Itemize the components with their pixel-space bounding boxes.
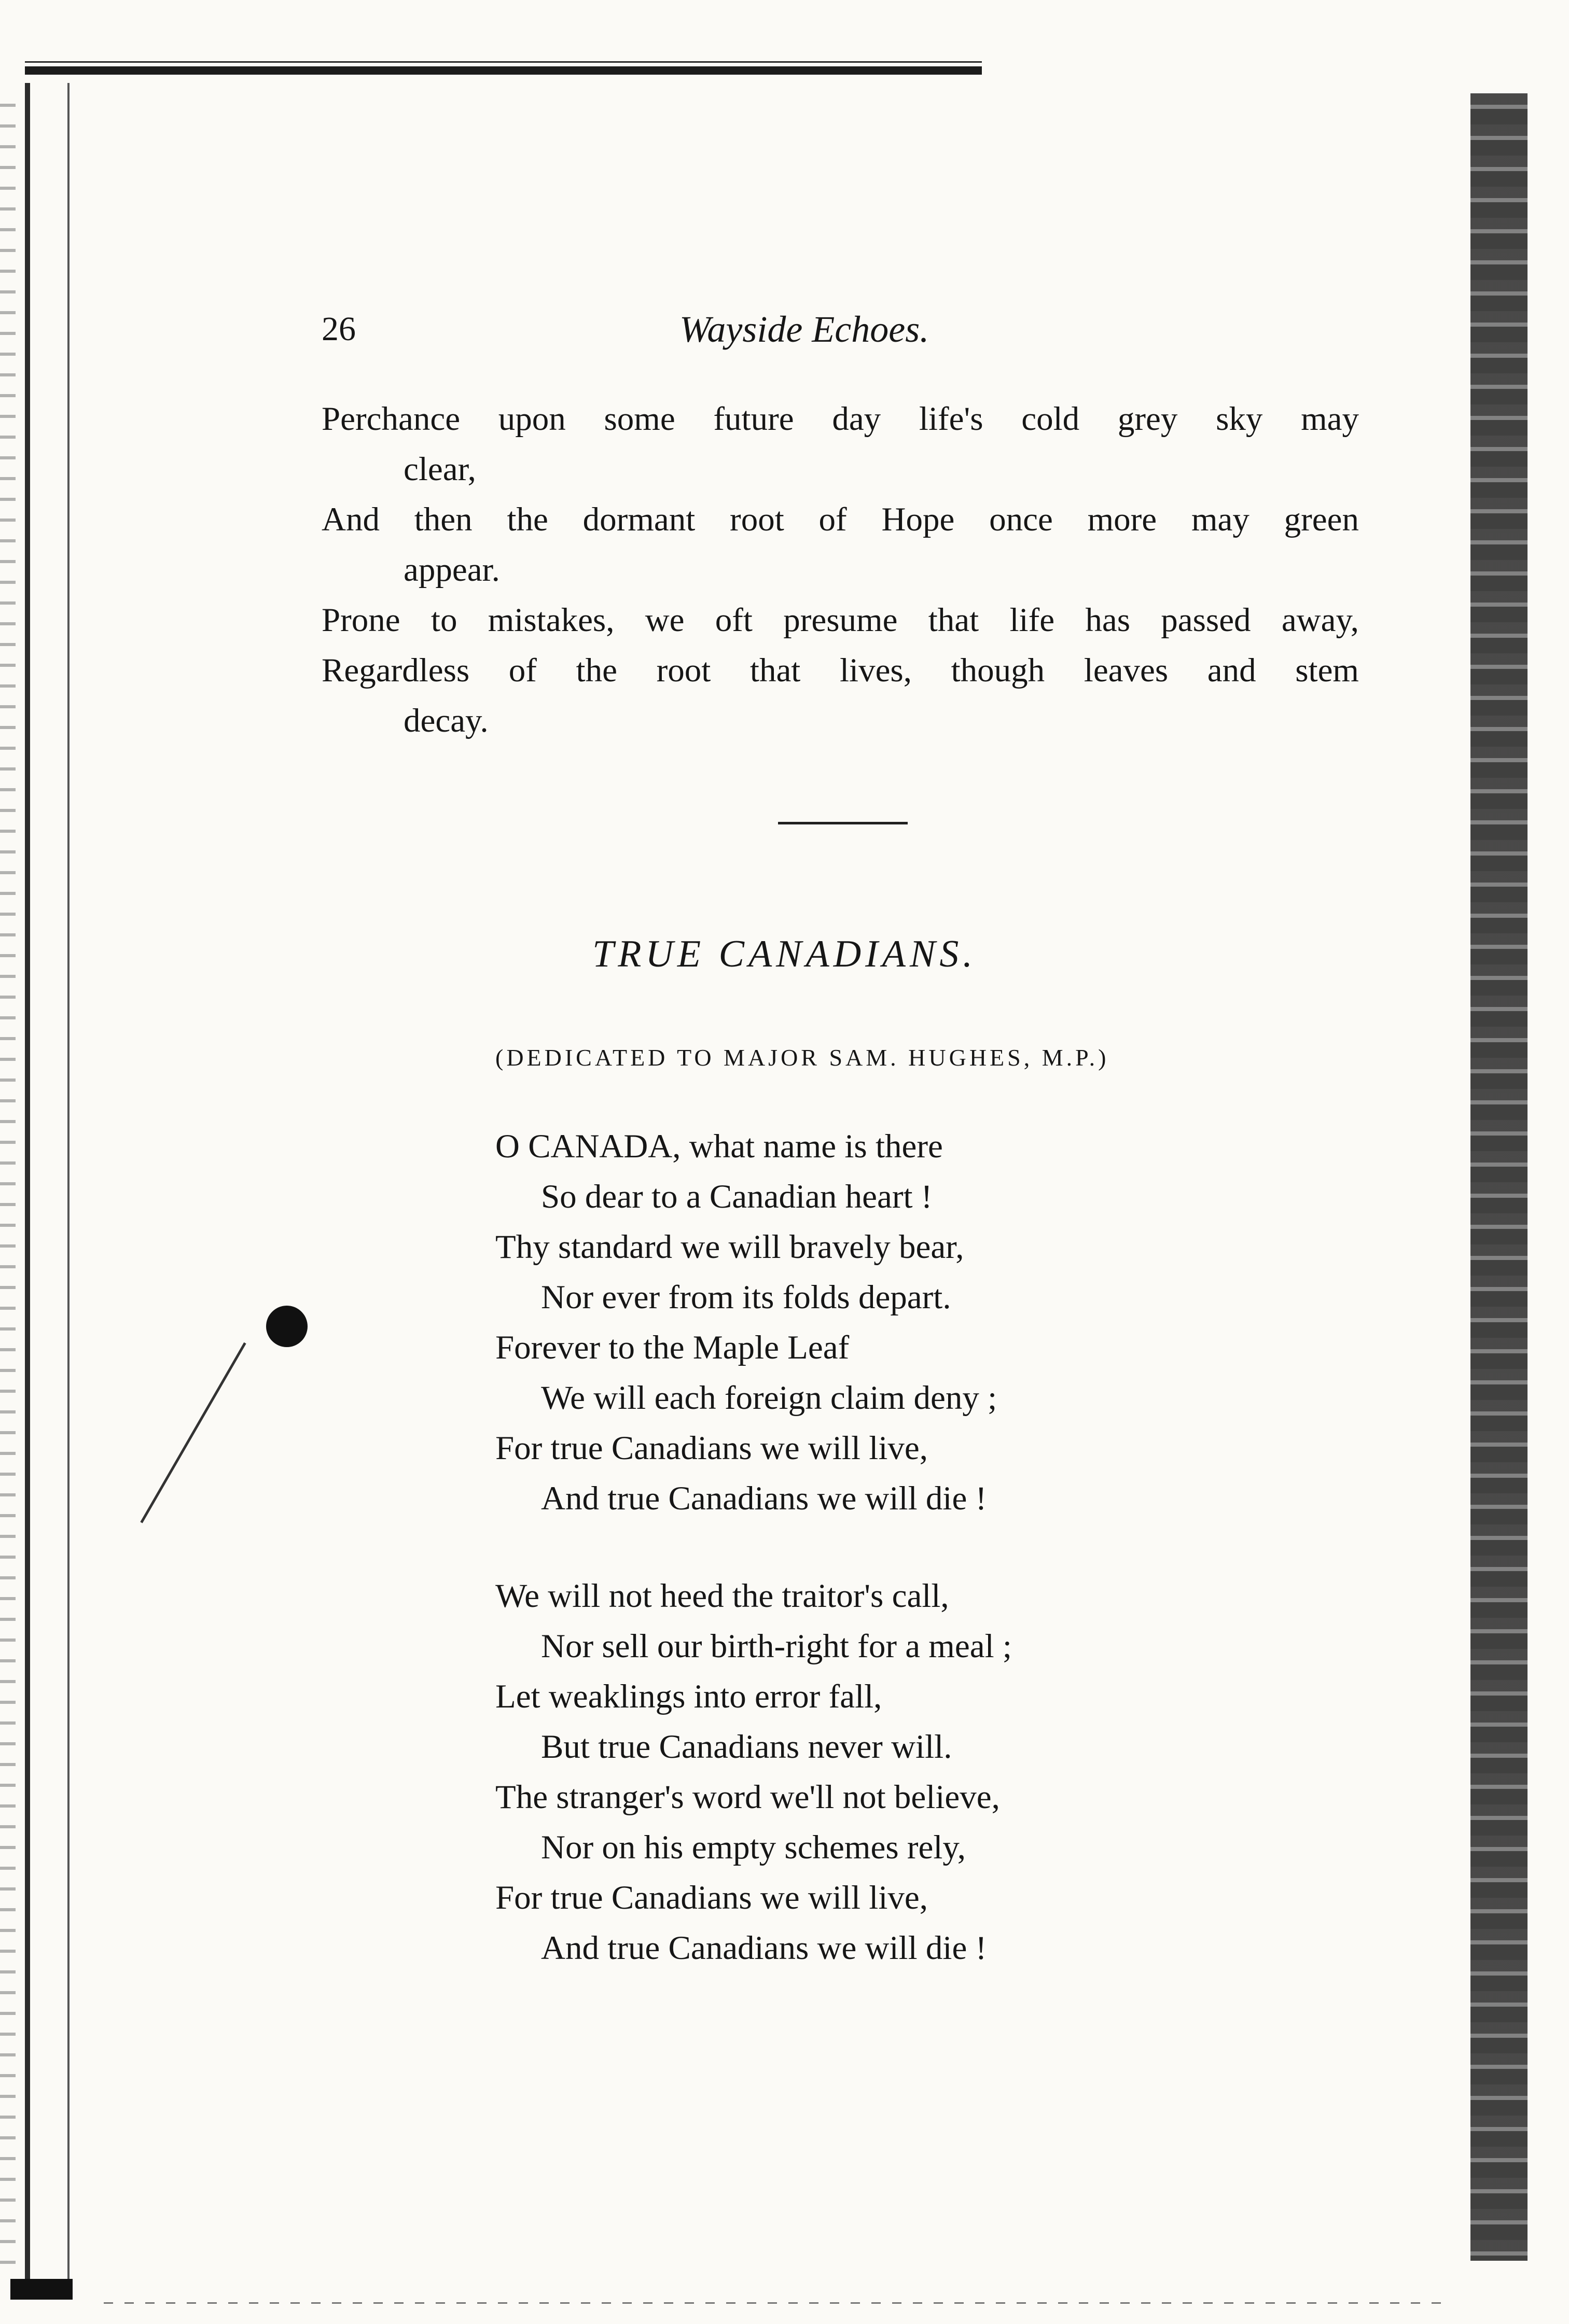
running-title: Wayside Echoes. <box>679 309 929 350</box>
prose-line: Prone to mistakes, we oft presume that life has passed away, <box>322 601 1359 639</box>
verse-line: And true Canadians we will die ! <box>541 1929 987 1967</box>
verse-line: Thy standard we will bravely bear, <box>495 1228 964 1266</box>
scan-top-edge <box>25 61 982 63</box>
verse-line: But true Canadians never will. <box>541 1728 952 1766</box>
verse-line: So dear to a Canadian heart ! <box>541 1178 933 1215</box>
prose-line: And then the dormant root of Hope once more may green <box>322 501 1359 538</box>
verse-line: And true Canadians we will die ! <box>541 1480 987 1517</box>
poem-dedication: (DEDICATED TO MAJOR SAM. HUGHES, M.P.) <box>495 1044 1109 1071</box>
scan-bottom-corner <box>10 2279 73 2300</box>
verse-line: We will each foreign claim deny ; <box>541 1379 997 1417</box>
poem-stanza <box>495 1122 997 1524</box>
prose-line: Regardless of the root that lives, though leaves and stem <box>322 652 1359 689</box>
poem-title: TRUE CANADIANS. <box>592 933 977 975</box>
verse-line: Let weaklings into error fall, <box>495 1678 882 1715</box>
verse-line: Forever to the Maple Leaf <box>495 1329 850 1366</box>
prose-line: clear, <box>404 451 476 488</box>
scan-top-border <box>25 66 982 75</box>
ink-stroke <box>140 1342 246 1523</box>
scan-bottom-edge <box>104 2302 1452 2304</box>
prose-stanza <box>322 394 1359 746</box>
verse-line: We will not heed the traitor's call, <box>495 1577 949 1615</box>
ink-blot <box>266 1306 308 1347</box>
prose-line: Perchance upon some future day life's cold grey sky may <box>322 400 1359 438</box>
scan-left-inner-border <box>67 83 70 2292</box>
verse-line: For true Canadians we will live, <box>495 1879 928 1916</box>
scan-right-edge-shadow <box>1470 93 1528 2261</box>
verse-line: O CANADA, what name is there <box>495 1128 943 1165</box>
prose-line: appear. <box>404 551 500 589</box>
poem-stanza <box>495 1571 1012 1973</box>
scan-left-border <box>25 83 30 2292</box>
verse-line: The stranger's word we'll not believe, <box>495 1779 1000 1816</box>
verse-line: Nor sell our birth-right for a meal ; <box>541 1628 1012 1665</box>
prose-line: decay. <box>404 702 489 739</box>
scan-left-edge-specks <box>0 104 16 2281</box>
page-number: 26 <box>322 310 356 348</box>
verse-line: Nor ever from its folds depart. <box>541 1279 951 1316</box>
running-header <box>322 306 1359 353</box>
verse-line: Nor on his empty schemes rely, <box>541 1829 966 1866</box>
verse-line: For true Canadians we will live, <box>495 1430 928 1467</box>
section-separator <box>778 822 908 824</box>
